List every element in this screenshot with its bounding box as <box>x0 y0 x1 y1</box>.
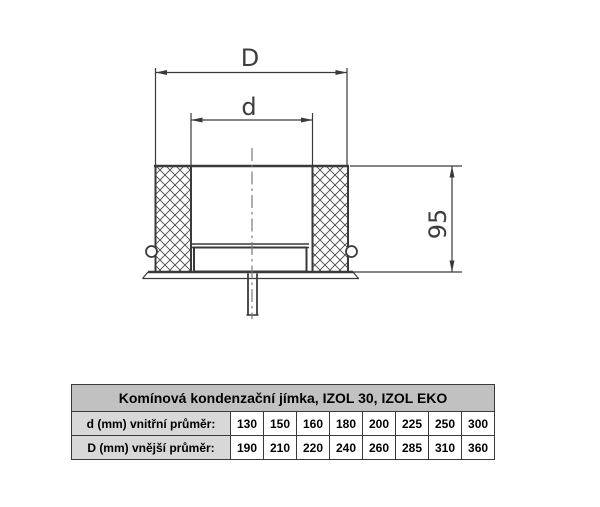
dimension-95 <box>350 166 462 272</box>
d-value-cell: 180 <box>330 412 363 436</box>
D-value-cell: 260 <box>363 436 396 460</box>
flange-lip-right <box>353 272 359 279</box>
d-value-cell: 150 <box>264 412 297 436</box>
D-value-cell: 360 <box>462 436 495 460</box>
inner-diameter-label: d <box>241 93 257 121</box>
D-value-cell: 210 <box>264 436 297 460</box>
flange-lip-left <box>143 272 149 279</box>
d-value-cell: 130 <box>231 412 264 436</box>
table-row-inner-diameter <box>72 412 495 436</box>
D-value-cell: 220 <box>297 436 330 460</box>
arrowhead-right-icon <box>301 118 313 123</box>
d-value-cell: 160 <box>297 412 330 436</box>
D-value-cell: 190 <box>231 436 264 460</box>
table-row-outer-diameter <box>72 436 495 460</box>
dimension-table <box>71 384 495 460</box>
row-label-d: d (mm) vnitřní průměr: <box>72 412 231 436</box>
D-value-cell: 310 <box>429 436 462 460</box>
arrowhead-right-icon <box>336 70 348 75</box>
arrowhead-left-icon <box>156 70 168 75</box>
d-value-cell: 250 <box>429 412 462 436</box>
d-value-cell: 225 <box>396 412 429 436</box>
arrowhead-left-icon <box>191 118 203 123</box>
height-label: 95 <box>424 208 452 240</box>
row-label-D: D (mm) vnější průměr: <box>72 436 231 460</box>
table-title: Komínová kondenzační jímka, IZOL 30, IZOL EKO <box>72 385 495 412</box>
d-value-cell: 200 <box>363 412 396 436</box>
D-value-cell: 240 <box>330 436 363 460</box>
outer-diameter-label: D <box>240 44 260 72</box>
sump-body <box>143 166 360 315</box>
rolled-edge-left <box>146 246 157 257</box>
insulation-hatch-right <box>313 166 349 272</box>
arrowhead-up-icon <box>450 166 455 178</box>
condensate-tray <box>194 248 307 272</box>
table-title-row <box>72 385 495 412</box>
D-value-cell: 285 <box>396 436 429 460</box>
d-value-cell: 300 <box>462 412 495 436</box>
insulation-hatch-left <box>156 166 192 272</box>
arrowhead-down-icon <box>450 261 455 273</box>
rolled-edge-right <box>346 246 357 257</box>
